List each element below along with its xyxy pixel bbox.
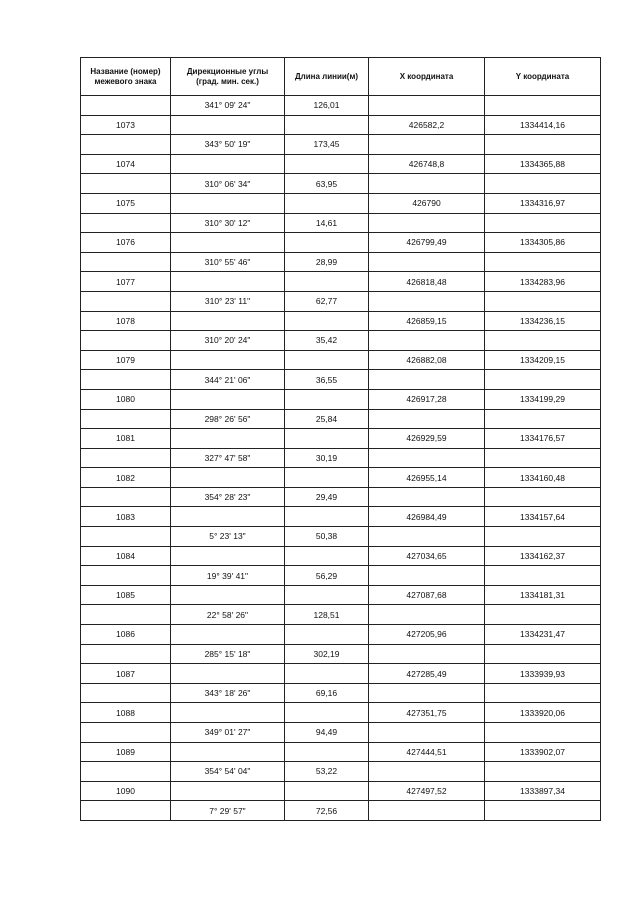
point-y-coordinate: 1334199,29 <box>485 389 601 409</box>
segment-x-cell <box>369 566 485 586</box>
point-length-cell <box>285 585 369 605</box>
point-y-coordinate: 1334160,48 <box>485 468 601 488</box>
segment-x-cell <box>369 644 485 664</box>
segment-name-cell <box>81 644 171 664</box>
point-bearing-cell <box>171 585 285 605</box>
segment-y-cell <box>485 487 601 507</box>
point-name: 1089 <box>81 742 171 762</box>
point-length-cell <box>285 389 369 409</box>
point-length-cell <box>285 429 369 449</box>
point-x-coordinate: 427497,52 <box>369 781 485 801</box>
segment-row <box>81 331 601 351</box>
segment-x-cell <box>369 683 485 703</box>
point-y-coordinate: 1334414,16 <box>485 115 601 135</box>
segment-x-cell <box>369 448 485 468</box>
segment-y-cell <box>485 252 601 272</box>
header-length: Длина линии(м) <box>285 58 369 96</box>
point-y-coordinate: 1334209,15 <box>485 350 601 370</box>
segment-x-cell <box>369 723 485 743</box>
table-body <box>81 96 601 821</box>
point-row <box>81 350 601 370</box>
segment-y-cell <box>485 566 601 586</box>
segment-y-cell <box>485 605 601 625</box>
segment-bearing: 310° 30' 12" <box>171 213 285 233</box>
point-row <box>81 272 601 292</box>
segment-row <box>81 291 601 311</box>
point-row <box>81 703 601 723</box>
point-y-coordinate: 1333897,34 <box>485 781 601 801</box>
header-bearing: Дирекционные углы (град. мин. сек.) <box>171 58 285 96</box>
segment-x-cell <box>369 605 485 625</box>
segment-bearing: 22° 58' 26" <box>171 605 285 625</box>
segment-bearing: 5° 23' 13" <box>171 527 285 547</box>
segment-y-cell <box>485 331 601 351</box>
point-bearing-cell <box>171 233 285 253</box>
point-x-coordinate: 426917,28 <box>369 389 485 409</box>
point-row <box>81 311 601 331</box>
point-length-cell <box>285 193 369 213</box>
point-y-coordinate: 1334181,31 <box>485 585 601 605</box>
point-name: 1082 <box>81 468 171 488</box>
point-bearing-cell <box>171 429 285 449</box>
segment-y-cell <box>485 291 601 311</box>
segment-x-cell <box>369 409 485 429</box>
point-bearing-cell <box>171 193 285 213</box>
segment-length: 36,55 <box>285 370 369 390</box>
segment-length: 53,22 <box>285 762 369 782</box>
point-bearing-cell <box>171 389 285 409</box>
segment-x-cell <box>369 527 485 547</box>
segment-x-cell <box>369 174 485 194</box>
point-bearing-cell <box>171 625 285 645</box>
segment-bearing: 327° 47' 58" <box>171 448 285 468</box>
point-y-coordinate: 1333902,07 <box>485 742 601 762</box>
point-x-coordinate: 426748,8 <box>369 154 485 174</box>
segment-row <box>81 252 601 272</box>
segment-row <box>81 683 601 703</box>
point-row <box>81 468 601 488</box>
segment-row <box>81 487 601 507</box>
segment-length: 173,45 <box>285 135 369 155</box>
point-x-coordinate: 427285,49 <box>369 664 485 684</box>
point-name: 1081 <box>81 429 171 449</box>
segment-row <box>81 644 601 664</box>
segment-bearing: 285° 15' 18" <box>171 644 285 664</box>
segment-name-cell <box>81 409 171 429</box>
segment-length: 128,51 <box>285 605 369 625</box>
segment-y-cell <box>485 644 601 664</box>
point-length-cell <box>285 625 369 645</box>
segment-row <box>81 370 601 390</box>
point-bearing-cell <box>171 468 285 488</box>
point-length-cell <box>285 311 369 331</box>
point-name: 1077 <box>81 272 171 292</box>
point-name: 1086 <box>81 625 171 645</box>
segment-length: 35,42 <box>285 331 369 351</box>
point-row <box>81 193 601 213</box>
point-y-coordinate: 1334365,88 <box>485 154 601 174</box>
header-y-coordinate: Y координата <box>485 58 601 96</box>
point-x-coordinate: 427034,65 <box>369 546 485 566</box>
point-bearing-cell <box>171 507 285 527</box>
segment-length: 72,56 <box>285 801 369 821</box>
segment-name-cell <box>81 331 171 351</box>
point-x-coordinate: 426799,49 <box>369 233 485 253</box>
segment-y-cell <box>485 801 601 821</box>
segment-row <box>81 409 601 429</box>
point-x-coordinate: 426955,14 <box>369 468 485 488</box>
point-bearing-cell <box>171 154 285 174</box>
segment-row <box>81 527 601 547</box>
segment-name-cell <box>81 174 171 194</box>
segment-length: 302,19 <box>285 644 369 664</box>
header-x-coordinate: X координата <box>369 58 485 96</box>
header-row <box>81 58 601 96</box>
point-y-coordinate: 1334236,15 <box>485 311 601 331</box>
segment-x-cell <box>369 135 485 155</box>
segment-bearing: 344° 21' 06" <box>171 370 285 390</box>
segment-row <box>81 96 601 116</box>
point-length-cell <box>285 507 369 527</box>
point-bearing-cell <box>171 272 285 292</box>
segment-row <box>81 174 601 194</box>
segment-bearing: 349° 01' 27" <box>171 723 285 743</box>
point-length-cell <box>285 350 369 370</box>
point-x-coordinate: 426984,49 <box>369 507 485 527</box>
point-x-coordinate: 427444,51 <box>369 742 485 762</box>
point-x-coordinate: 426818,48 <box>369 272 485 292</box>
point-y-coordinate: 1334157,64 <box>485 507 601 527</box>
segment-name-cell <box>81 96 171 116</box>
segment-bearing: 343° 50' 19" <box>171 135 285 155</box>
segment-name-cell <box>81 213 171 233</box>
point-row <box>81 429 601 449</box>
point-bearing-cell <box>171 115 285 135</box>
segment-bearing: 19° 39' 41" <box>171 566 285 586</box>
point-x-coordinate: 426790 <box>369 193 485 213</box>
segment-row <box>81 448 601 468</box>
point-y-coordinate: 1333920,06 <box>485 703 601 723</box>
segment-y-cell <box>485 213 601 233</box>
point-x-coordinate: 426929,59 <box>369 429 485 449</box>
point-x-coordinate: 427087,68 <box>369 585 485 605</box>
segment-x-cell <box>369 252 485 272</box>
segment-y-cell <box>485 409 601 429</box>
segment-name-cell <box>81 135 171 155</box>
segment-y-cell <box>485 527 601 547</box>
segment-y-cell <box>485 683 601 703</box>
point-name: 1079 <box>81 350 171 370</box>
segment-row <box>81 605 601 625</box>
segment-bearing: 310° 23' 11" <box>171 291 285 311</box>
segment-length: 29,49 <box>285 487 369 507</box>
segment-y-cell <box>485 370 601 390</box>
point-bearing-cell <box>171 311 285 331</box>
point-row <box>81 154 601 174</box>
segment-name-cell <box>81 487 171 507</box>
segment-row <box>81 566 601 586</box>
segment-length: 94,49 <box>285 723 369 743</box>
point-row <box>81 585 601 605</box>
segment-row <box>81 801 601 821</box>
point-name: 1074 <box>81 154 171 174</box>
segment-bearing: 354° 54' 04" <box>171 762 285 782</box>
segment-x-cell <box>369 487 485 507</box>
point-length-cell <box>285 272 369 292</box>
point-x-coordinate: 427351,75 <box>369 703 485 723</box>
segment-bearing: 7° 29' 57" <box>171 801 285 821</box>
segment-name-cell <box>81 527 171 547</box>
segment-y-cell <box>485 96 601 116</box>
point-y-coordinate: 1334231,47 <box>485 625 601 645</box>
segment-length: 28,99 <box>285 252 369 272</box>
point-y-coordinate: 1334283,96 <box>485 272 601 292</box>
point-y-coordinate: 1334162,37 <box>485 546 601 566</box>
point-x-coordinate: 426859,15 <box>369 311 485 331</box>
point-length-cell <box>285 468 369 488</box>
segment-x-cell <box>369 213 485 233</box>
segment-name-cell <box>81 801 171 821</box>
segment-name-cell <box>81 448 171 468</box>
segment-row <box>81 762 601 782</box>
point-row <box>81 625 601 645</box>
point-y-coordinate: 1334316,97 <box>485 193 601 213</box>
segment-name-cell <box>81 291 171 311</box>
point-row <box>81 233 601 253</box>
point-name: 1085 <box>81 585 171 605</box>
segment-name-cell <box>81 683 171 703</box>
point-length-cell <box>285 233 369 253</box>
segment-y-cell <box>485 174 601 194</box>
segment-x-cell <box>369 762 485 782</box>
point-name: 1084 <box>81 546 171 566</box>
segment-length: 69,16 <box>285 683 369 703</box>
point-x-coordinate: 426882,08 <box>369 350 485 370</box>
segment-length: 50,38 <box>285 527 369 547</box>
header-point-name: Название (номер) межевого знака <box>81 58 171 96</box>
segment-name-cell <box>81 370 171 390</box>
segment-length: 62,77 <box>285 291 369 311</box>
point-bearing-cell <box>171 350 285 370</box>
segment-x-cell <box>369 370 485 390</box>
segment-name-cell <box>81 605 171 625</box>
segment-bearing: 298° 26' 56" <box>171 409 285 429</box>
point-length-cell <box>285 742 369 762</box>
point-name: 1073 <box>81 115 171 135</box>
point-name: 1080 <box>81 389 171 409</box>
point-length-cell <box>285 703 369 723</box>
point-length-cell <box>285 664 369 684</box>
point-row <box>81 664 601 684</box>
segment-row <box>81 723 601 743</box>
point-bearing-cell <box>171 742 285 762</box>
segment-name-cell <box>81 762 171 782</box>
point-y-coordinate: 1334176,57 <box>485 429 601 449</box>
point-row <box>81 507 601 527</box>
point-bearing-cell <box>171 781 285 801</box>
point-row <box>81 546 601 566</box>
point-length-cell <box>285 781 369 801</box>
segment-length: 30,19 <box>285 448 369 468</box>
point-bearing-cell <box>171 664 285 684</box>
segment-bearing: 310° 55' 46" <box>171 252 285 272</box>
segment-x-cell <box>369 331 485 351</box>
segment-length: 25,84 <box>285 409 369 429</box>
segment-name-cell <box>81 252 171 272</box>
segment-length: 126,01 <box>285 96 369 116</box>
segment-bearing: 354° 28' 23" <box>171 487 285 507</box>
point-name: 1083 <box>81 507 171 527</box>
survey-table <box>80 57 601 821</box>
point-length-cell <box>285 546 369 566</box>
point-bearing-cell <box>171 703 285 723</box>
point-x-coordinate: 426582,2 <box>369 115 485 135</box>
segment-x-cell <box>369 291 485 311</box>
point-length-cell <box>285 154 369 174</box>
segment-bearing: 310° 20' 24" <box>171 331 285 351</box>
point-x-coordinate: 427205,96 <box>369 625 485 645</box>
segment-y-cell <box>485 762 601 782</box>
segment-length: 14,61 <box>285 213 369 233</box>
point-name: 1087 <box>81 664 171 684</box>
segment-x-cell <box>369 801 485 821</box>
segment-bearing: 343° 18' 26" <box>171 683 285 703</box>
point-row <box>81 781 601 801</box>
point-name: 1090 <box>81 781 171 801</box>
point-name: 1078 <box>81 311 171 331</box>
point-y-coordinate: 1333939,93 <box>485 664 601 684</box>
point-name: 1076 <box>81 233 171 253</box>
point-y-coordinate: 1334305,86 <box>485 233 601 253</box>
segment-bearing: 310° 06' 34" <box>171 174 285 194</box>
segment-name-cell <box>81 723 171 743</box>
segment-length: 56,29 <box>285 566 369 586</box>
segment-bearing: 341° 09' 24" <box>171 96 285 116</box>
point-row <box>81 389 601 409</box>
segment-y-cell <box>485 448 601 468</box>
segment-y-cell <box>485 723 601 743</box>
segment-name-cell <box>81 566 171 586</box>
segment-y-cell <box>485 135 601 155</box>
point-bearing-cell <box>171 546 285 566</box>
point-name: 1088 <box>81 703 171 723</box>
point-row <box>81 742 601 762</box>
segment-x-cell <box>369 96 485 116</box>
point-row <box>81 115 601 135</box>
point-length-cell <box>285 115 369 135</box>
segment-length: 63,95 <box>285 174 369 194</box>
segment-row <box>81 135 601 155</box>
point-name: 1075 <box>81 193 171 213</box>
segment-row <box>81 213 601 233</box>
